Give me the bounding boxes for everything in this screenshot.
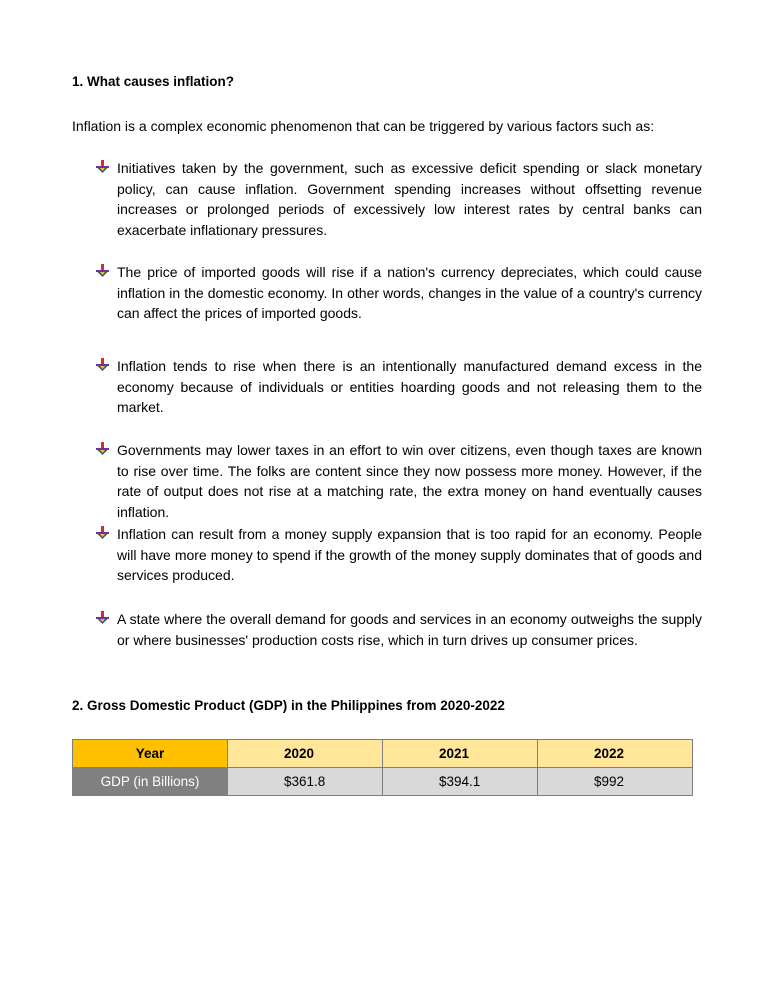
table-cell: $361.8 <box>228 768 383 796</box>
section-2-heading: 2. Gross Domestic Product (GDP) in the Philippines from 2020-2022 <box>72 698 505 713</box>
table-header-cell: 2020 <box>228 740 383 768</box>
bullet-text: The price of imported goods will rise if a nation's currency depreciates, which could cause inflation in the domestic economy. In other words, changes in the value of a country's currency can affect the prices of imported goods. <box>117 264 702 321</box>
bullet-text: Inflation tends to rise when there is an intentionally manufactured demand excess in the economy because of individuals or entities hoarding goods and not releasing them to the market. <box>117 358 702 415</box>
section-1-heading: 1. What causes inflation? <box>72 74 235 89</box>
table-header-cell: 2021 <box>383 740 538 768</box>
table-header-cell: 2022 <box>538 740 693 768</box>
list-item <box>96 158 702 240</box>
down-arrow-bullet-icon <box>96 526 109 540</box>
list-item <box>96 440 702 522</box>
down-arrow-bullet-icon <box>96 160 109 174</box>
table-cell: GDP (in Billions) <box>73 768 228 796</box>
list-item <box>96 356 702 418</box>
table-row <box>73 768 693 796</box>
section-1-intro: Inflation is a complex economic phenomenon that can be triggered by various factors such as: <box>72 118 655 134</box>
down-arrow-bullet-icon <box>96 442 109 456</box>
list-item <box>96 609 702 650</box>
bullet-text: Initiatives taken by the government, such as excessive deficit spending or slack monetary policy, can cause inflation. Government spending increases without offsetting revenue increases or prolonged periods of excessively low interest rates by central banks can exacerbate inflationary pressures. <box>117 160 702 238</box>
gdp-table <box>72 739 693 796</box>
table-header-cell: Year <box>73 740 228 768</box>
table-cell: $992 <box>538 768 693 796</box>
table-cell: $394.1 <box>383 768 538 796</box>
list-item <box>96 524 702 586</box>
down-arrow-bullet-icon <box>96 264 109 278</box>
down-arrow-bullet-icon <box>96 358 109 372</box>
list-item <box>96 262 702 324</box>
down-arrow-bullet-icon <box>96 611 109 625</box>
bullet-text: Inflation can result from a money supply expansion that is too rapid for an economy. People will have more money to spend if the growth of the money supply dominates that of goods and services produced. <box>117 526 702 583</box>
table-header-row <box>73 740 693 768</box>
bullet-text: A state where the overall demand for goods and services in an economy outweighs the supply or where businesses' production costs rise, which in turn drives up consumer prices. <box>117 611 702 648</box>
bullet-text: Governments may lower taxes in an effort to win over citizens, even though taxes are known to rise over time. The folks are content since they now possess more money. However, if the rate of output does not rise at a matching rate, the extra money on hand eventually causes inflation. <box>117 442 702 520</box>
